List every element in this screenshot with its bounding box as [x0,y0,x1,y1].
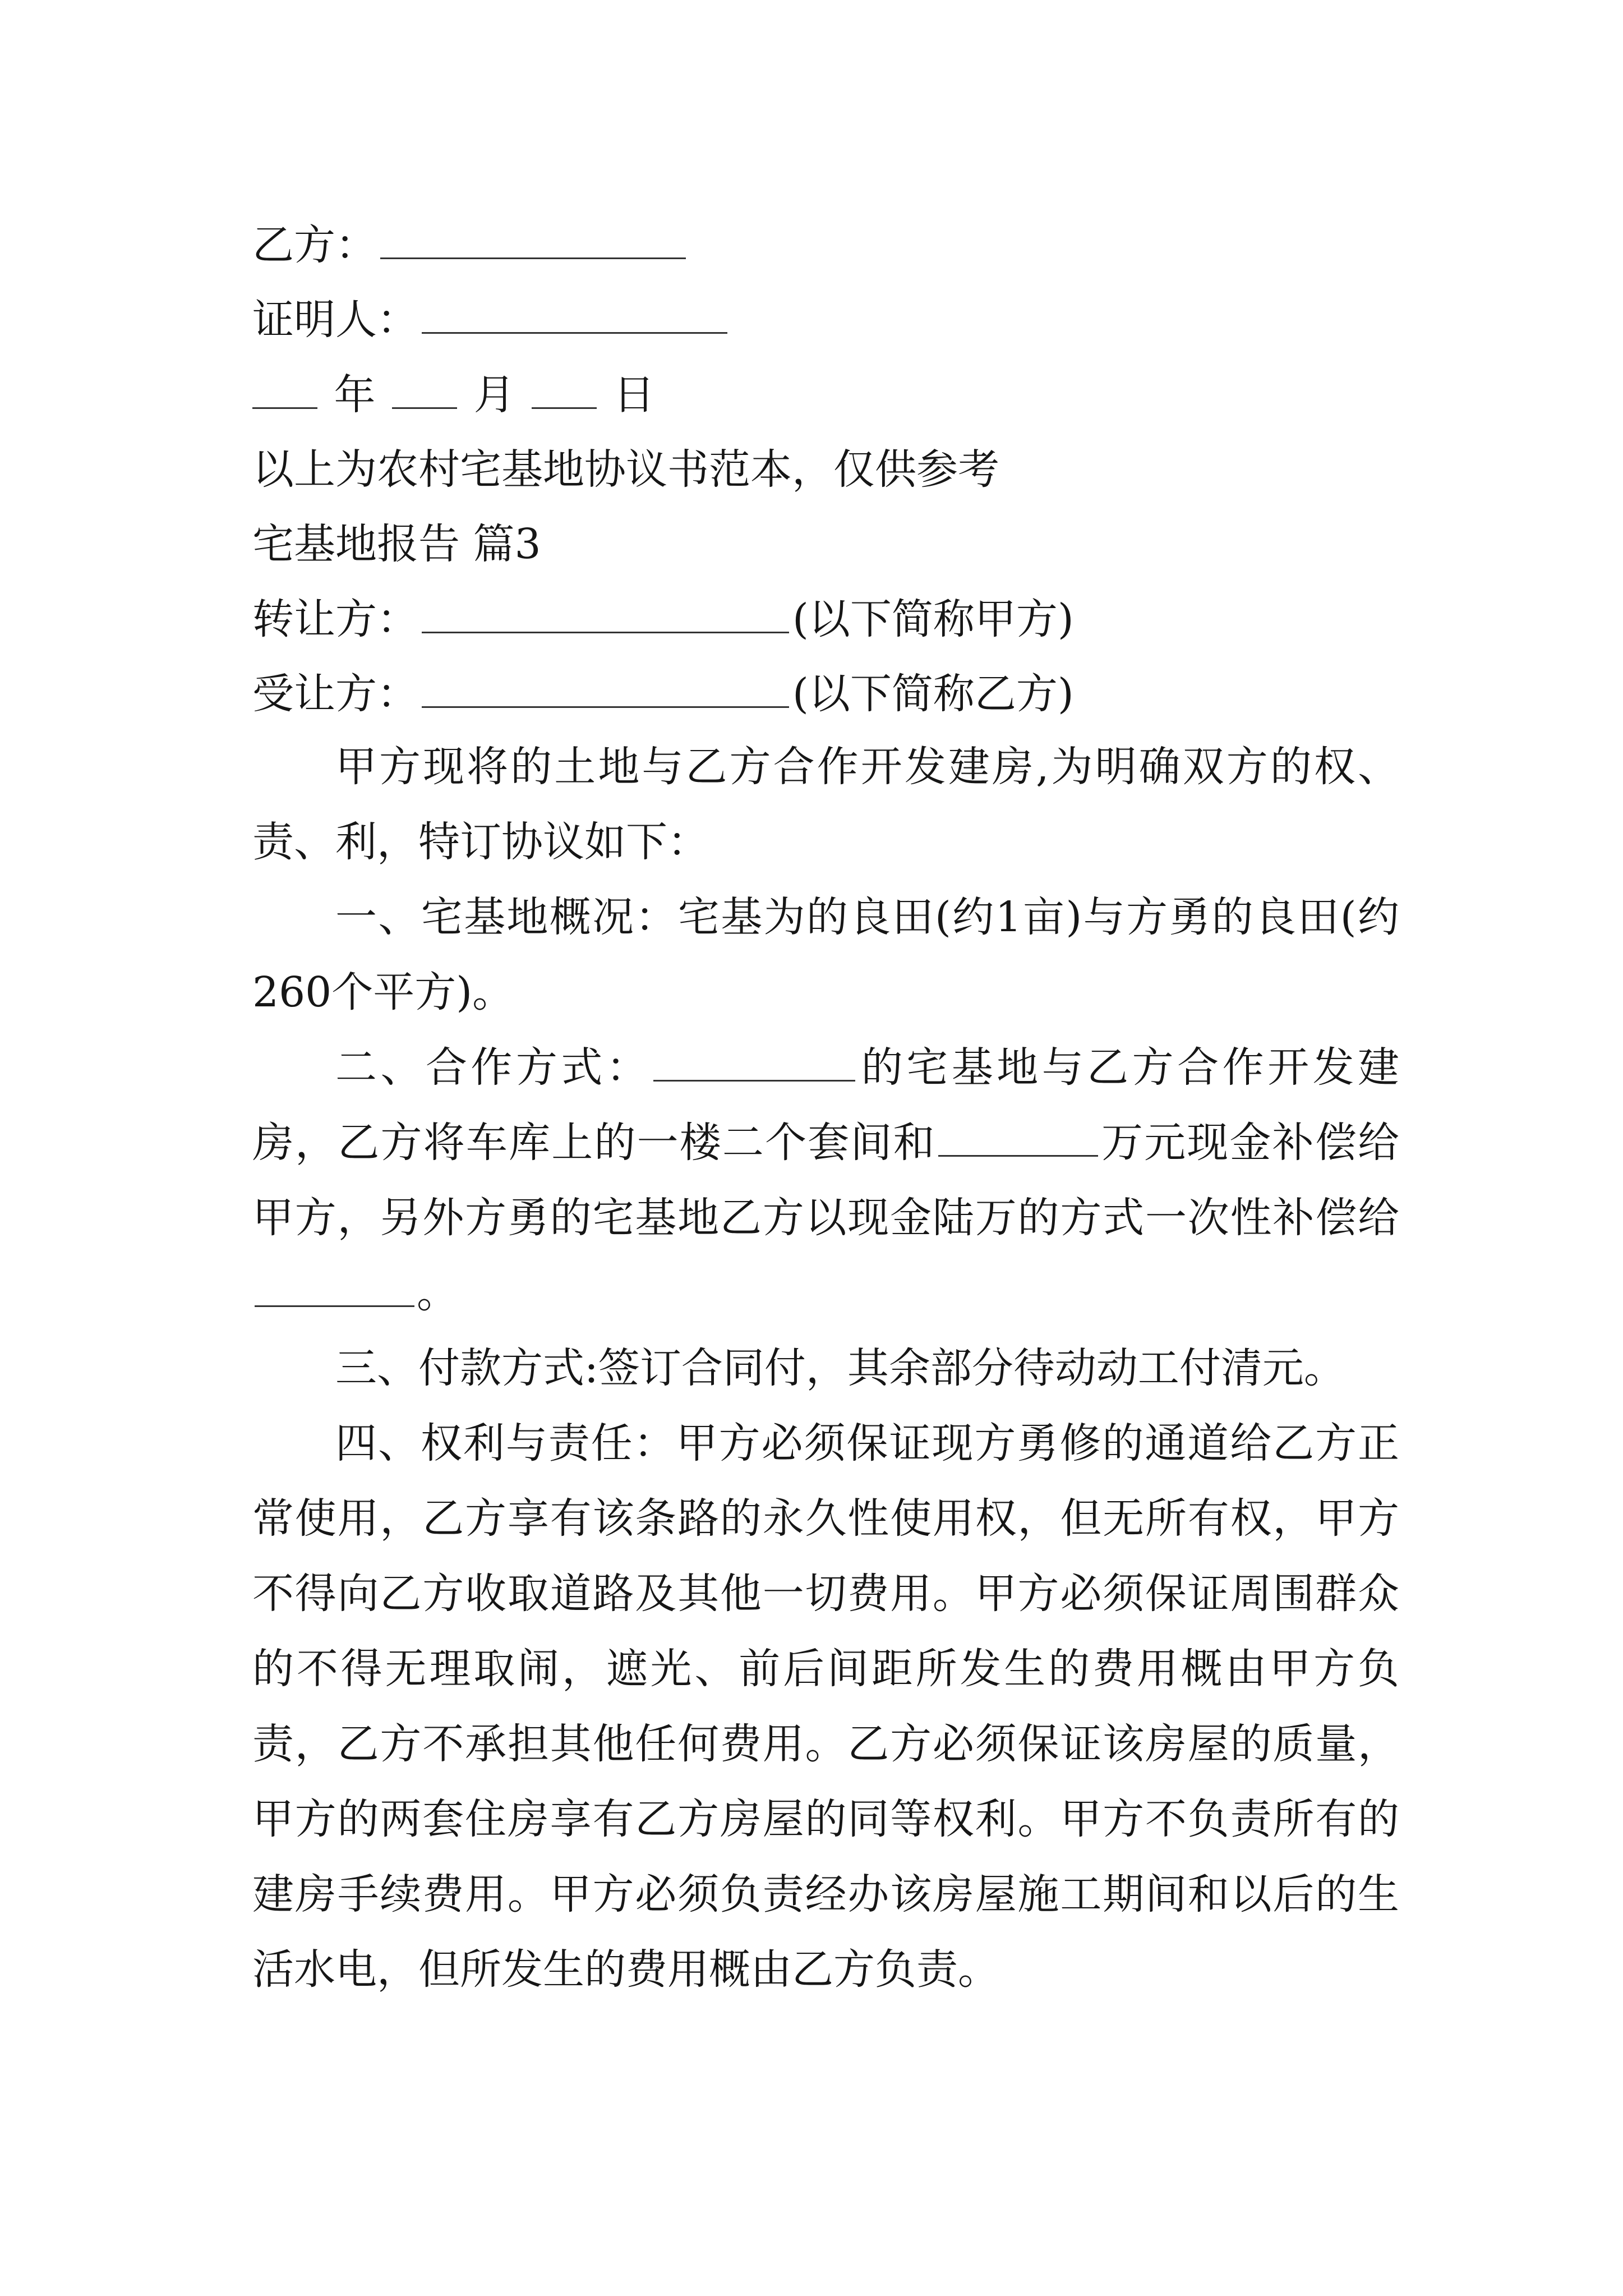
party-b-blank [380,226,686,259]
party-b-signature-line [252,221,689,269]
year-blank [252,376,317,409]
transferor-suffix: (以下简称甲方) [792,595,1074,643]
clause-2-part-3: 万元现金补偿给甲方，另外方勇的宅基地乙方以现金陆万的方式一次性补偿给 [252,1119,1399,1242]
transferee-blank [422,675,789,708]
clause-3-paragraph: 三、付款方式:签订合同付，其余部分待动动工付清元。 [335,1344,1345,1392]
party-b-label: 乙方： [252,221,377,269]
clause-2-blank-3 [255,1273,414,1307]
clause-1-paragraph: 一、宅基地概况：宅基为的良田(约1亩)与方勇的良田(约260个平方)。 [252,893,1399,1016]
clause-2-blank-1 [653,1047,855,1082]
month-blank [392,376,457,409]
section-title: 宅基地报告 篇3 [252,520,541,568]
clause-4-paragraph: 四、权利与责任：甲方必须保证现方勇修的通道给乙方正常使用，乙方享有该条路的永久性使用权，但无所有权，甲方不得向乙方收取道路及其他一切费用。甲方必须保证周围群众的不得无理取闹，遮光、前后间距所发生的费用概由甲方负责，乙方不承担其他任何费用。乙方必须保证该房屋的质量，甲方的两套住房享有乙方房屋的同等权利。甲方不负责所有的建房手续费用。甲方必须负责经办该房屋施工期间和以后的生活水电，但所发生的费用概由乙方负责。 [252,1419,1399,1994]
transferee-label: 受让方： [252,670,418,718]
witness-label: 证明人： [252,296,418,344]
transferor-blank [422,600,789,633]
template-note: 以上为农村宅基地协议书范本，仅供参考 [252,445,999,494]
transferee-line [252,670,1074,718]
clause-2-paragraph [252,1030,1399,1331]
transferor-line [252,595,1074,643]
witness-blank [422,301,727,334]
date-line [252,371,655,419]
clause-2-part-4: 。 [417,1269,458,1317]
transferee-suffix: (以下简称乙方) [792,670,1074,718]
witness-signature-line [252,296,731,344]
clause-2-part-2: 的宅基地与乙方合作开发建房，乙方将车库上的一楼二个套间和 [252,1043,1400,1167]
clause-2-part-1: 二、合作方式： [335,1043,652,1092]
date-day-label: 日 [613,371,655,419]
date-year-label: 年 [334,371,376,419]
date-month-label: 月 [473,371,515,419]
intro-paragraph: 甲方现将的土地与乙方合作开发建房,为明确双方的权、责、利，特订协议如下： [252,743,1399,866]
clause-2-blank-2 [938,1122,1098,1157]
transferor-label: 转让方： [252,595,418,643]
day-blank [532,376,597,409]
